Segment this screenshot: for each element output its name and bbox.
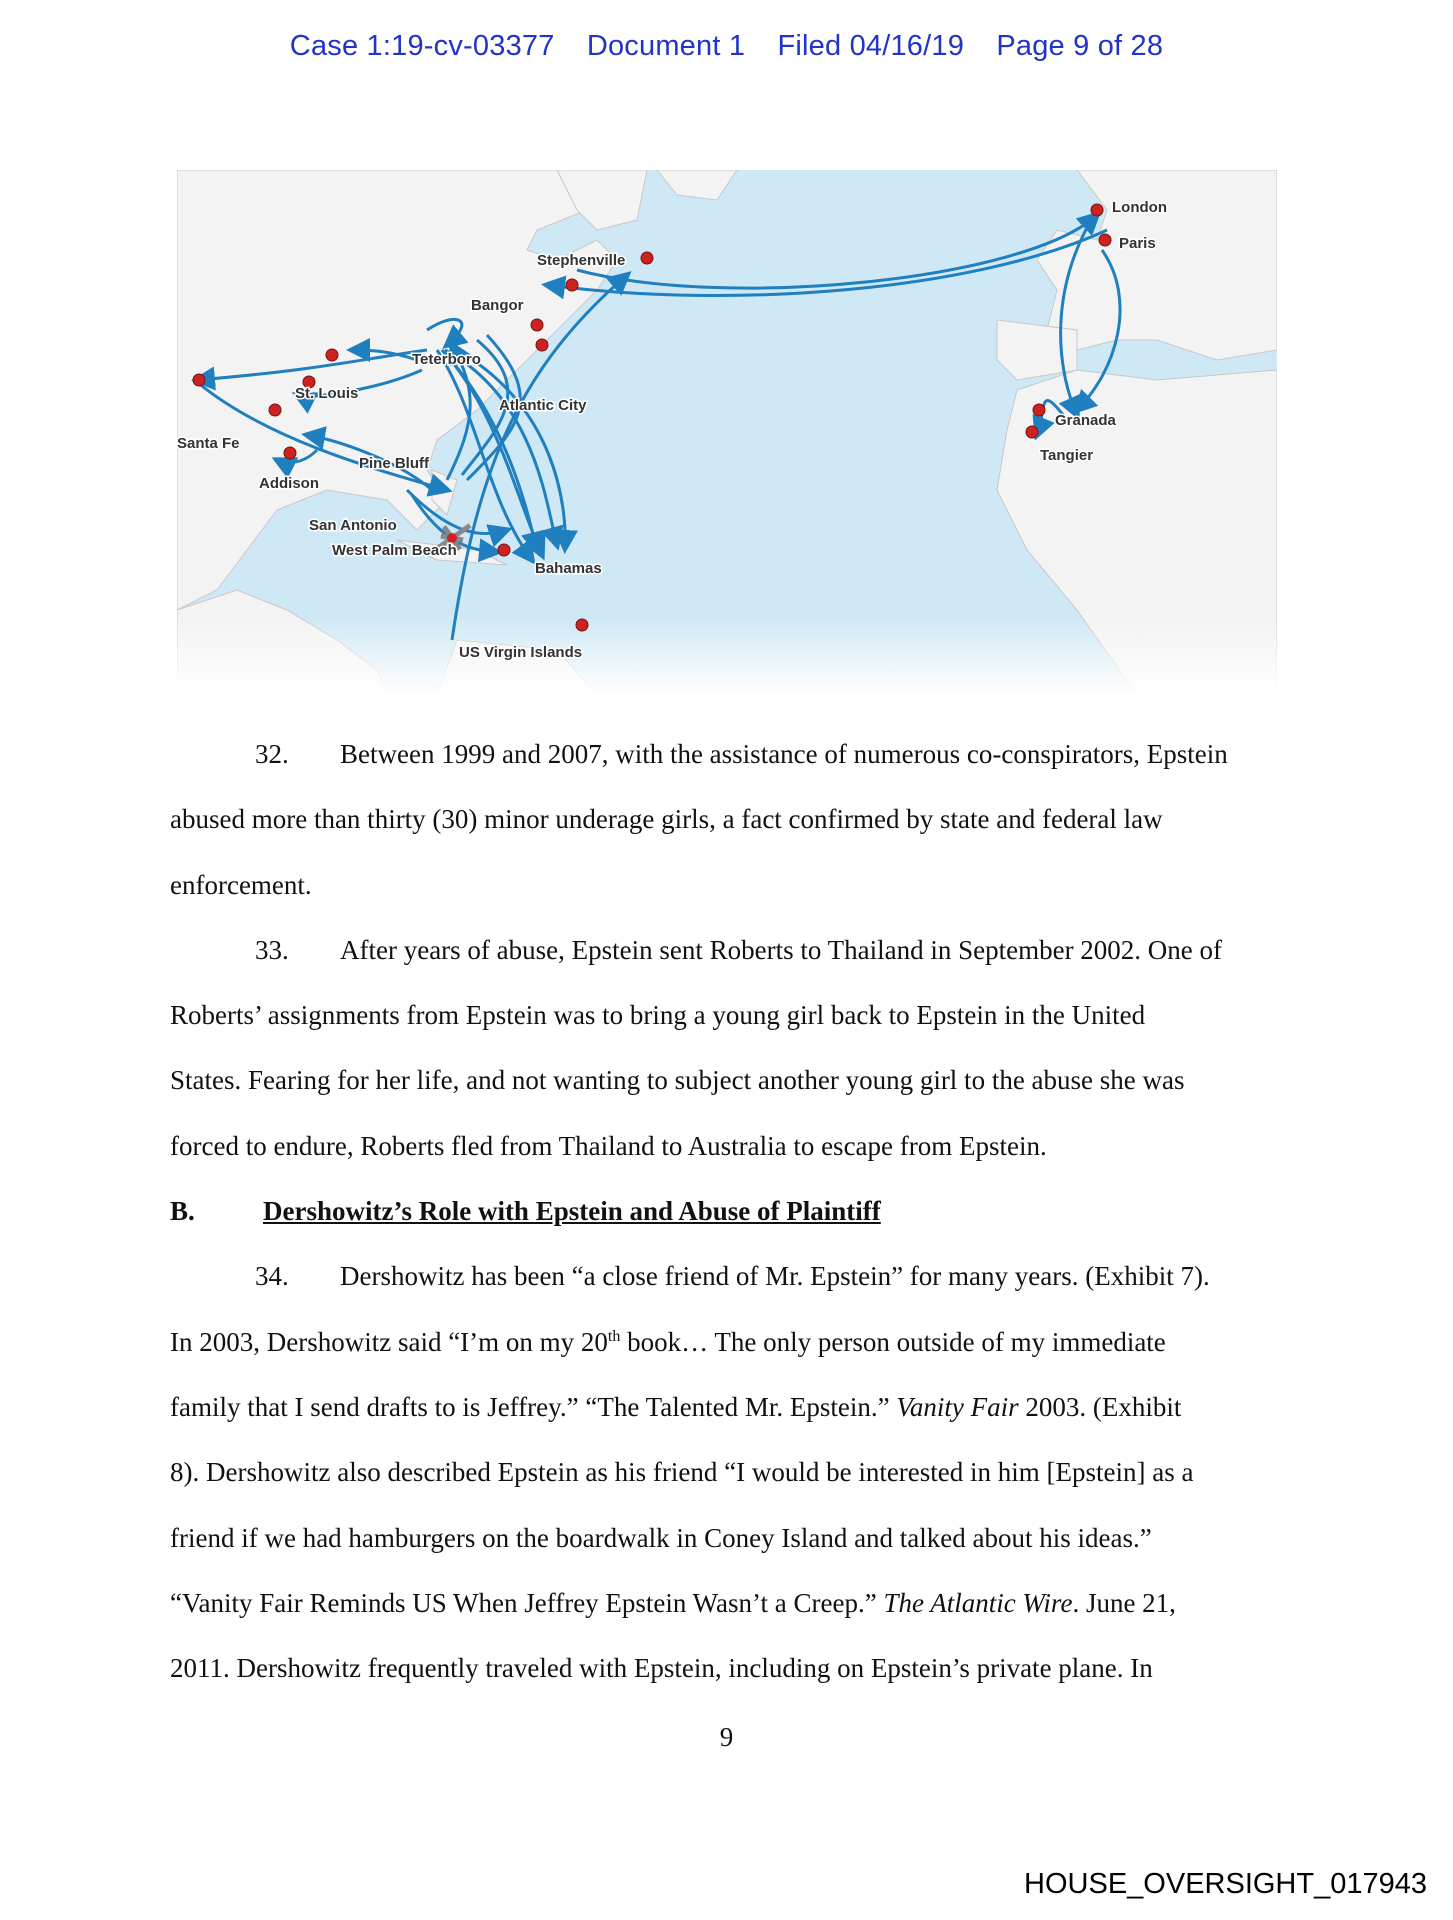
label-san-antonio: San Antonio [309, 517, 397, 534]
italic-title: Vanity Fair [896, 1391, 1019, 1422]
label-atlantic-city: Atlantic City [499, 397, 587, 414]
label-bangor: Bangor [471, 297, 524, 314]
label-addison: Addison [259, 475, 319, 492]
page-of: Page 9 of 28 [996, 30, 1164, 62]
label-stephenville: Stephenville [537, 252, 626, 269]
paragraph-34-line-5: friend if we had hamburgers on the boardwalk in Coney Island and talked about his ideas.” [170, 1522, 1152, 1553]
label-london: London [1112, 199, 1167, 216]
paragraph-34-line-1 [170, 1244, 1280, 1309]
section-label: B. [170, 1196, 195, 1227]
paragraph-34-line-7: 2011. Dershowitz frequently traveled with Epstein, including on Epstein’s private plane. In [170, 1653, 1153, 1684]
paragraph-34-line-3 [170, 1375, 1280, 1440]
label-st-louis: St. Louis [295, 385, 359, 402]
section-heading [170, 1179, 1280, 1244]
paragraph-number: 33. [255, 934, 289, 965]
case-header [0, 30, 1453, 63]
paragraph-33-line-3: States. Fearing for her life, and not wanting to subject another young girl to the abuse she was [170, 1065, 1185, 1096]
paragraph-32-line-1 [170, 722, 1280, 787]
text-span: “Vanity Fair Reminds US When Jeffrey Epstein Wasn’t a Creep.” [170, 1587, 884, 1618]
label-teterboro: Teterboro [412, 351, 481, 368]
label-tangier: Tangier [1040, 447, 1094, 464]
bates-number: HOUSE_OVERSIGHT_017943 [1024, 1868, 1427, 1900]
paragraph-32-line-2: abused more than thirty (30) minor underage girls, a fact confirmed by state and federal law [170, 804, 1163, 835]
label-santa-fe: Santa Fe [177, 435, 240, 452]
text-span: In 2003, Dershowitz said “I’m on my 20 [170, 1326, 608, 1357]
text-span: book… The only person outside of my immediate [620, 1326, 1166, 1357]
paragraph-number: 32. [255, 739, 289, 769]
section-title: Dershowitz’s Role with Epstein and Abuse of Plaintiff [263, 1196, 881, 1227]
paragraph-33-line-2: Roberts’ assignments from Epstein was to bring a young girl back to Epstein in the United [170, 1000, 1146, 1031]
text-line: Between 1999 and 2007, with the assistance of numerous co-conspirators, Epstein [340, 739, 1228, 769]
superscript: th [607, 1327, 621, 1345]
map-fade [177, 170, 1277, 695]
document-number: Document 1 [586, 30, 746, 62]
label-west-palm-beach: West Palm Beach [332, 542, 457, 559]
label-us-virgin-islands: US Virgin Islands [459, 644, 583, 661]
text-span: 2003. (Exhibit [1018, 1391, 1182, 1422]
label-pine-bluff: Pine Bluff [359, 455, 429, 472]
paragraph-34-line-2 [170, 1310, 1280, 1375]
case-number: Case 1:19-cv-03377 [289, 30, 555, 62]
italic-title: The Atlantic Wire [883, 1587, 1073, 1618]
text-line: Dershowitz has been “a close friend of Mr. Epstein” for many years. (Exhibit 7). [340, 1261, 1210, 1292]
paragraph-34-line-6 [170, 1571, 1280, 1636]
page-number: 9 [719, 1722, 734, 1752]
label-paris: Paris [1119, 235, 1156, 252]
paragraph-33-line-1 [170, 918, 1280, 983]
text-span: family that I send drafts to is Jeffrey.” “The Talented Mr. Epstein.” [170, 1391, 897, 1422]
text-span: . June 21, [1072, 1587, 1176, 1618]
filed-date: Filed 04/16/19 [777, 30, 965, 62]
label-bahamas: Bahamas [535, 560, 602, 577]
paragraph-32-line-3: enforcement. [170, 869, 312, 900]
text-line: After years of abuse, Epstein sent Roberts to Thailand in September 2002. One of [340, 934, 1223, 965]
paragraph-33-line-4: forced to endure, Roberts fled from Thailand to Australia to escape from Epstein. [170, 1130, 1047, 1161]
document-body [170, 722, 1280, 1701]
flight-routes-map [177, 170, 1277, 695]
label-granada: Granada [1055, 412, 1116, 429]
paragraph-34-line-4: 8). Dershowitz also described Epstein as his friend “I would be interested in him [Epstein] as a [170, 1457, 1194, 1488]
paragraph-number: 34. [255, 1261, 289, 1292]
